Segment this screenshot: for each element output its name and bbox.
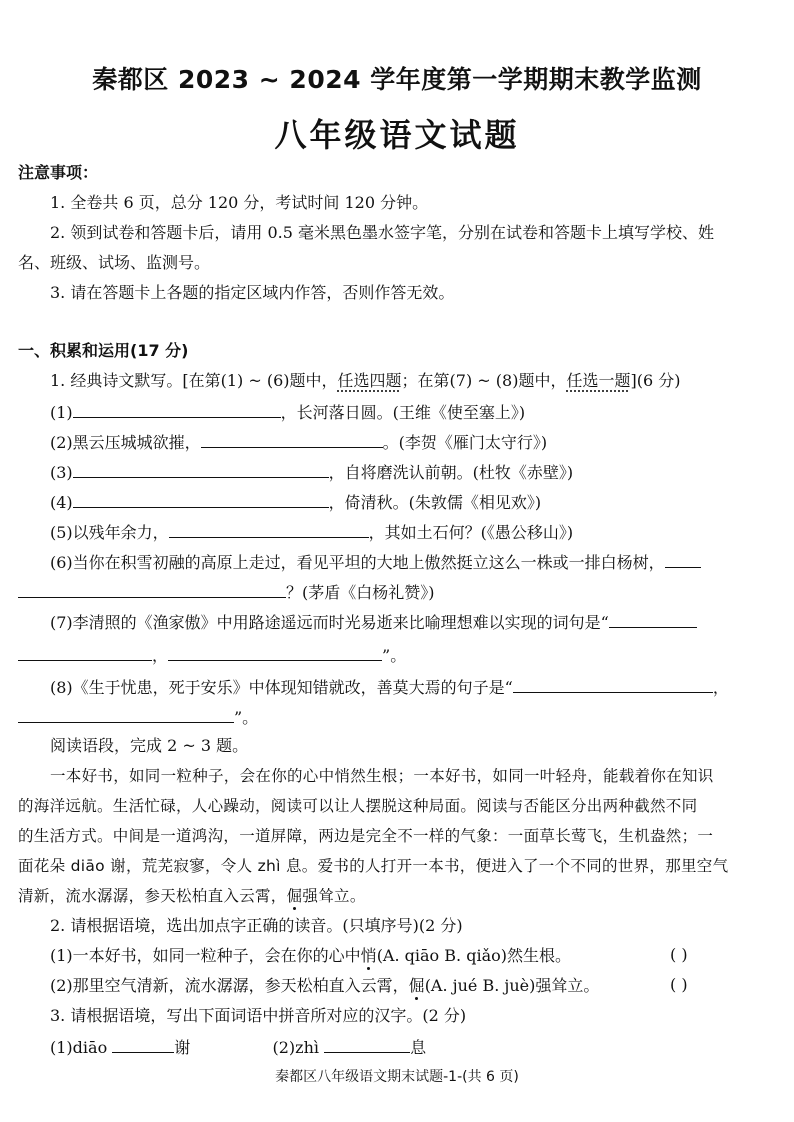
notice-item-3: 3. 请在答题卡上各题的指定区域内作答，否则作答无效。 — [50, 283, 455, 302]
q1-item-1: (1) ，长河落日圆。(王维《使至塞上》) — [50, 400, 774, 424]
answer-paren[interactable]: ( ) — [670, 975, 688, 994]
answer-blank[interactable] — [18, 580, 286, 598]
notice-heading: 注意事项： — [18, 163, 99, 182]
reading-intro: 阅读语段，完成 2 ~ 3 题。 — [50, 736, 249, 755]
answer-blank[interactable] — [609, 610, 697, 628]
answer-blank[interactable] — [168, 643, 382, 661]
q1-item-3: (3) ，自将磨洗认前朝。(杜牧《赤壁》) — [50, 460, 774, 484]
notice-item-1: 1. 全卷共 6 页，总分 120 分，考试时间 120 分钟。 — [50, 193, 429, 212]
answer-blank[interactable] — [169, 520, 369, 538]
q3-items: (1)diāo 谢 (2)zhì 息 — [50, 1035, 774, 1059]
answer-blank[interactable] — [513, 675, 713, 693]
passage-line-1: 一本好书，如同一粒种子，会在你的心中悄然生根；一本好书，如同一叶轻舟，能载着你在知识 — [50, 767, 714, 785]
answer-blank[interactable] — [324, 1035, 410, 1053]
q1-item-4: (4) ，倚清秋。(朱敦儒《相见欢》) — [50, 490, 774, 514]
dotted-char: 倔 — [408, 976, 425, 995]
q1-item-8: (8)《生于忧患，死于安乐》中体现知错就改，善莫大焉的句子是“ ， — [50, 675, 774, 699]
q1-item-7-cont: ， ”。 — [18, 643, 774, 667]
answer-blank[interactable] — [73, 460, 329, 478]
passage-line-3: 的生活方式。中间是一道鸿沟，一道屏障，两边是完全不一样的气象：一面草长莺飞，生机盎然；一 — [18, 827, 714, 845]
q1-stem: 1. 经典诗文默写。[在第(1) ~ (6)题中，任选四题；在第(7) ~ (8)题中，任选一题](6 分) — [50, 371, 681, 390]
answer-blank[interactable] — [18, 643, 152, 661]
passage-line-4: 面花朵 diāo 谢，荒芜寂寥，令人 zhì 息。爱书的人打开一本书，便进入了一个不同的世界，那里空气 — [18, 857, 729, 875]
q2-item-2: (2)那里空气清新，流水潺潺，参天松柏直入云霄，倔(A. jué B. juè)强耸立。 — [50, 976, 600, 995]
section1-heading: 一、积累和运用(17 分) — [18, 341, 189, 360]
q1-item-2: (2)黑云压城城欲摧， 。(李贺《雁门太守行》) — [50, 430, 774, 454]
answer-blank[interactable] — [112, 1035, 174, 1053]
notice-item-2-cont: 名、班级、试场、监测号。 — [18, 253, 211, 272]
q1-item-7: (7)李清照的《渔家傲》中用路途遥远而时光易逝来比喻理想难以实现的词句是“ — [50, 610, 774, 634]
q1-emph-choose-four: 任选四题 — [337, 371, 402, 390]
exam-subtitle: 八年级语文试题 — [274, 116, 520, 154]
answer-blank[interactable] — [73, 490, 329, 508]
answer-paren[interactable]: ( ) — [670, 945, 688, 964]
passage-line-5: 清新，流水潺潺，参天松柏直入云霄，倔强耸立。 — [18, 887, 366, 905]
answer-blank[interactable] — [665, 550, 701, 568]
answer-blank[interactable] — [73, 400, 281, 418]
dotted-char: 倔 — [286, 887, 303, 905]
q1-item-6: (6)当你在积雪初融的高原上走过，看见平坦的大地上傲然挺立这么一株或一排白杨树， — [50, 550, 774, 574]
notice-item-2: 2. 领到试卷和答题卡后，请用 0.5 毫米黑色墨水签字笔，分别在试卷和答题卡上填写学校、姓 — [50, 223, 714, 242]
q1-item-8-cont: ”。 — [18, 705, 774, 729]
q1-emph-choose-one: 任选一题 — [566, 371, 631, 390]
q2-stem: 2. 请根据语境，选出加点字正确的读音。(只填序号)(2 分) — [50, 916, 463, 935]
answer-blank[interactable] — [201, 430, 383, 448]
passage-line-2: 的海洋远航。生活忙碌，人心躁动，阅读可以让人摆脱这种局面。阅读与否能区分出两种截然不同 — [18, 797, 698, 815]
dotted-char: 悄 — [360, 946, 377, 965]
exam-title: 秦都区 2023 ~ 2024 学年度第一学期期末教学监测 — [92, 65, 702, 94]
page-footer: 秦都区八年级语文期末试题-1-(共 6 页) — [275, 1069, 519, 1085]
q2-item-1: (1)一本好书，如同一粒种子，会在你的心中悄(A. qiāo B. qiǎo)然生根。 — [50, 946, 571, 965]
answer-blank[interactable] — [18, 705, 234, 723]
q1-item-6-cont: ？(茅盾《白杨礼赞》) — [18, 580, 774, 604]
q3-stem: 3. 请根据语境，写出下面词语中拼音所对应的汉字。(2 分) — [50, 1006, 467, 1025]
q1-item-5: (5)以残年余力， ，其如土石何？(《愚公移山》) — [50, 520, 774, 544]
